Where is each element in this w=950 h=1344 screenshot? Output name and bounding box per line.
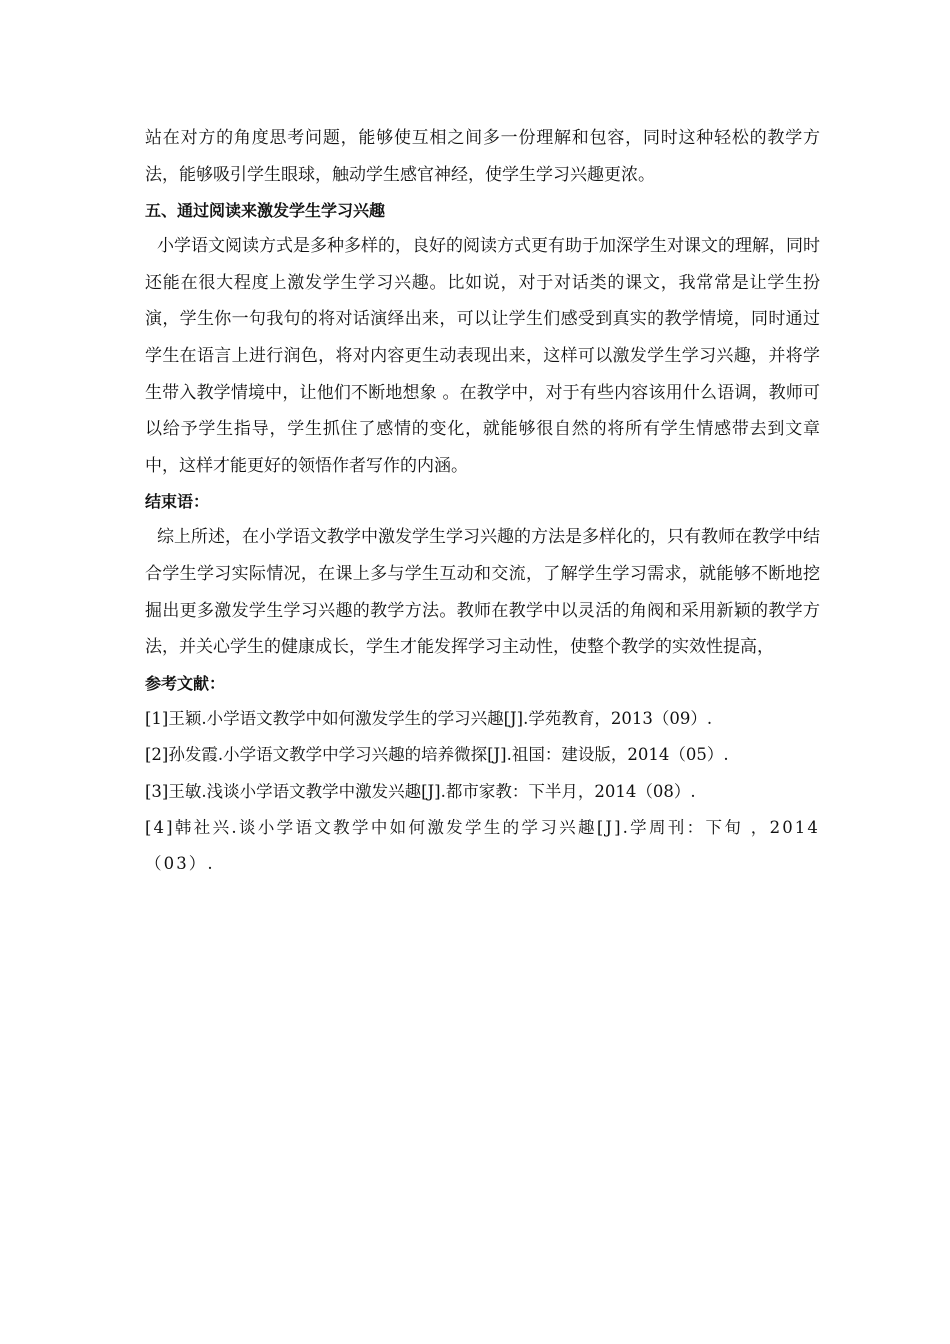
reference-item: [3]王敏.浅谈小学语文教学中激发兴趣[J].都市家教：下半月，2014（08）.	[145, 781, 696, 801]
document-page	[145, 120, 820, 883]
reference-item: [4]韩社兴.谈小学语文教学中如何激发学生的学习兴趣[J].学周刊：下旬 ，2014（03）.	[145, 817, 820, 874]
section-heading-reading: 五、通过阅读来激发学生学习兴趣	[145, 201, 386, 221]
references-heading: 参考文献：	[145, 673, 226, 693]
reference-item: [1]王颖.小学语文教学中如何激发学生的学习兴趣[J].学苑教育，2013（09）.	[145, 708, 713, 728]
continuation-paragraph: 站在对方的角度思考问题，能够使互相之间多一份理解和包容，同时这种轻松的教学方法，能够吸引学生眼球，触动学生感官神经，使学生学习兴趣更浓。	[145, 128, 820, 185]
reference-item: [2]孙发霞.小学语文教学中学习兴趣的培养微探[J].祖国：建设版，2014（05）.	[145, 745, 729, 765]
conclusion-body: 综上所述，在小学语文教学中激发学生学习兴趣的方法是多样化的，只有教师在教学中结合学生学习实际情况，在课上多与学生互动和交流，了解学生学习需求，就能够不断地挖掘出更多激发学生学习兴趣的教学方法。教师在教学中以灵活的角阀和采用新颖的教学方法，并关心学生的健康成长，学生才能发挥学习主动性，使整个教学的实效性提高，	[145, 527, 820, 658]
conclusion-heading: 结束语：	[145, 492, 210, 512]
references-list	[145, 701, 820, 883]
section-body-reading: 小学语文阅读方式是多种多样的，良好的阅读方式更有助于加深学生对课文的理解，同时还能在很大程度上激发学生学习兴趣。比如说，对于对话类的课文，我常常是让学生扮演，学生你一句我句的将对话演绎出来，可以让学生们感受到真实的教学情境，同时通过学生在语言上进行润色，将对内容更生动表现出来，这样可以激发学生学习兴趣，并将学生带入教学情境中，让他们不断地想象 。在教学中，对于有些内容该用什么语调，教师可以给予学生指导，学生抓住了感情的变化，就能够很自然的将所有学生情感带去到文章中，这样才能更好的领悟作者写作的内涵。	[145, 236, 820, 476]
